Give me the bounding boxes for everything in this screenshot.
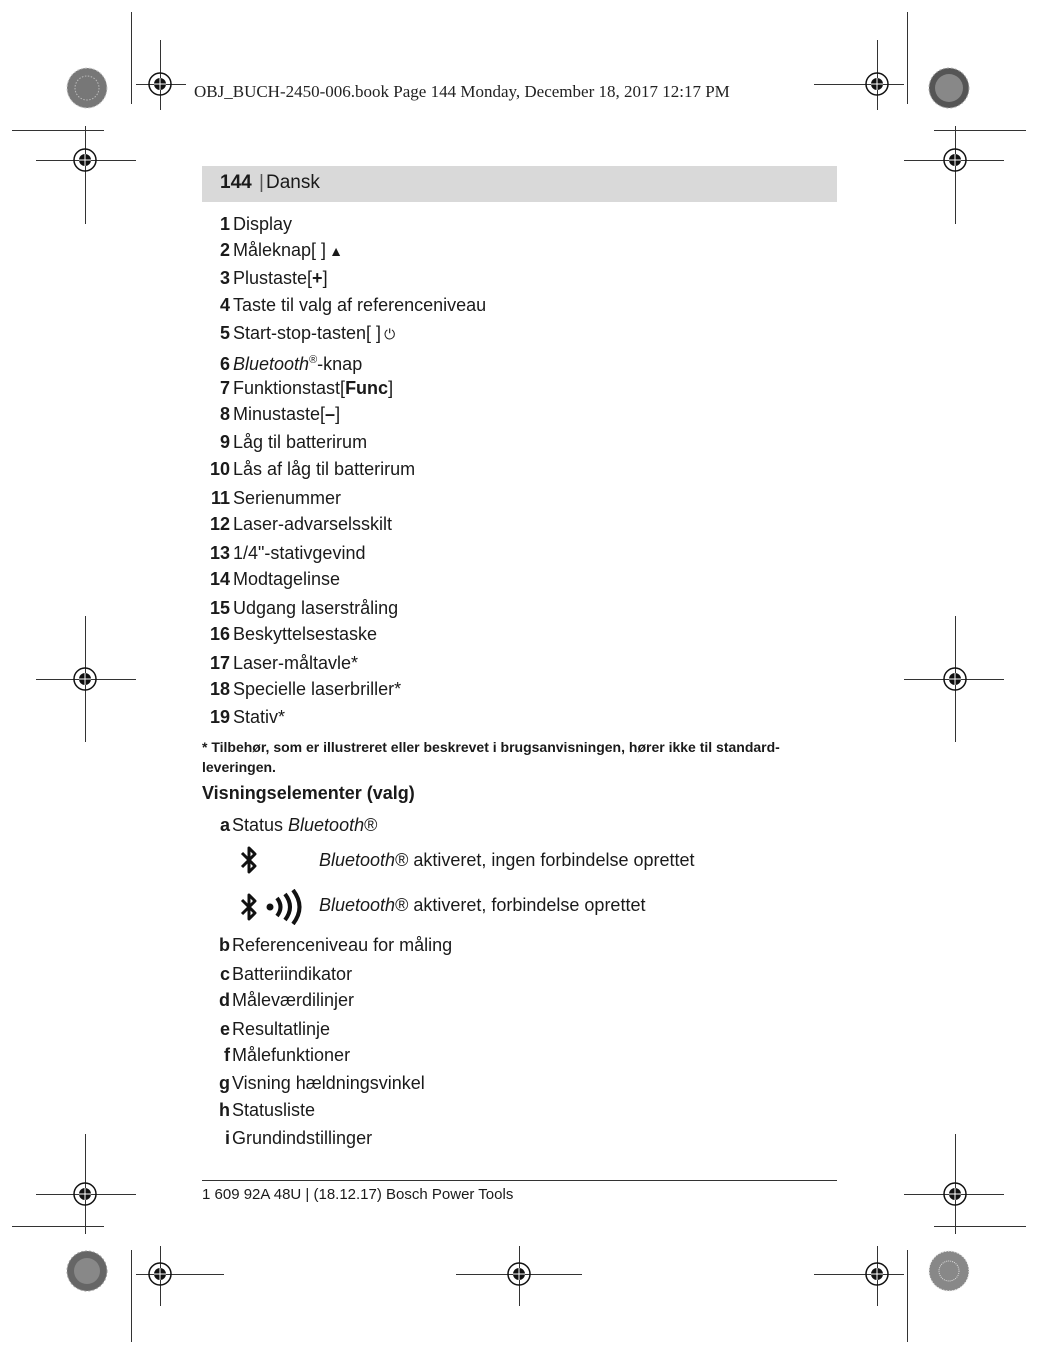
list-item: e Resultatlinje: [219, 1019, 331, 1039]
bluetooth-icon: [238, 844, 260, 876]
bluetooth-connected-icon: [238, 889, 310, 925]
registration-mark-icon: [146, 70, 174, 98]
list-item: 1 Display: [219, 214, 293, 234]
calibration-disc-icon: [928, 67, 970, 109]
registration-mark-icon: [941, 665, 969, 693]
power-icon: ⏻: [384, 326, 396, 342]
registration-mark-icon: [863, 1260, 891, 1288]
registration-mark-icon: [71, 1180, 99, 1208]
list-item: 5 Start-stop-tasten[ ] ⏻: [219, 323, 396, 343]
registration-mark-icon: [505, 1260, 533, 1288]
list-item: 12 Laser-advarselsskilt: [209, 514, 393, 534]
registration-mark-icon: [71, 665, 99, 693]
list-item: 9 Låg til batterirum: [219, 432, 368, 452]
page-number: 144: [220, 172, 252, 193]
page-language: Dansk: [266, 172, 320, 193]
list-item: 3 Plustaste[+]: [219, 268, 328, 288]
list-item: i Grundindstillinger: [224, 1128, 373, 1148]
page-footer: 1 609 92A 48U | (18.12.17) Bosch Power Tools: [202, 1186, 514, 1203]
list-item: 13 1/4"-stativgevind: [209, 543, 366, 563]
list-item: 11 Serienummer: [210, 488, 342, 508]
list-item: 10 Lås af låg til batterirum: [209, 459, 416, 479]
list-item: f Målefunktioner: [224, 1045, 351, 1065]
triangle-up-icon: ▲: [329, 243, 343, 259]
list-item: 17 Laser-måltavle*: [209, 653, 359, 673]
list-item: a Status Bluetooth®: [219, 815, 378, 835]
list-item: h Statusliste: [219, 1100, 316, 1120]
footnote: * Tilbehør, som er illustreret eller beskrevet i brugsanvisningen, hører ikke til standard-leveringen.: [202, 739, 780, 775]
list-item: g Visning hældningsvinkel: [219, 1073, 425, 1093]
print-slug: OBJ_BUCH-2450-006.book Page 144 Monday, December 18, 2017 12:17 PM: [194, 82, 730, 101]
list-item: b Referenceniveau for måling: [219, 935, 453, 955]
registration-mark-icon: [71, 146, 99, 174]
registration-mark-icon: [863, 70, 891, 98]
calibration-disc-icon: [928, 1250, 970, 1292]
list-item: 18 Specielle laserbriller*: [209, 679, 402, 699]
page-header: [202, 166, 837, 202]
list-item: 14 Modtagelinse: [209, 569, 341, 589]
list-item: 19 Stativ*: [209, 707, 286, 727]
list-item: 4 Taste til valg af referenceniveau: [219, 295, 487, 315]
footer-rule: [202, 1180, 837, 1181]
calibration-disc-icon: [66, 1250, 108, 1292]
list-item: d Måleværdilinjer: [219, 990, 355, 1010]
list-item: c Batteriindikator: [219, 964, 353, 984]
header-separator: |: [259, 172, 264, 193]
list-item: 7 Funktionstast[Func]: [219, 378, 394, 398]
list-item: 6 Bluetooth®-knap: [219, 354, 363, 374]
list-item: 16 Beskyttelsestaske: [209, 624, 378, 644]
calibration-disc-icon: [66, 67, 108, 109]
list-item: 15 Udgang laserstråling: [209, 598, 399, 618]
registration-mark-icon: [146, 1260, 174, 1288]
list-item: 2 Måleknap[ ] ▲: [219, 240, 343, 260]
registration-mark-icon: [941, 1180, 969, 1208]
list-item: 8 Minustaste[–]: [219, 404, 341, 424]
registration-mark-icon: [941, 146, 969, 174]
section-title: Visningselementer (valg): [202, 783, 415, 803]
